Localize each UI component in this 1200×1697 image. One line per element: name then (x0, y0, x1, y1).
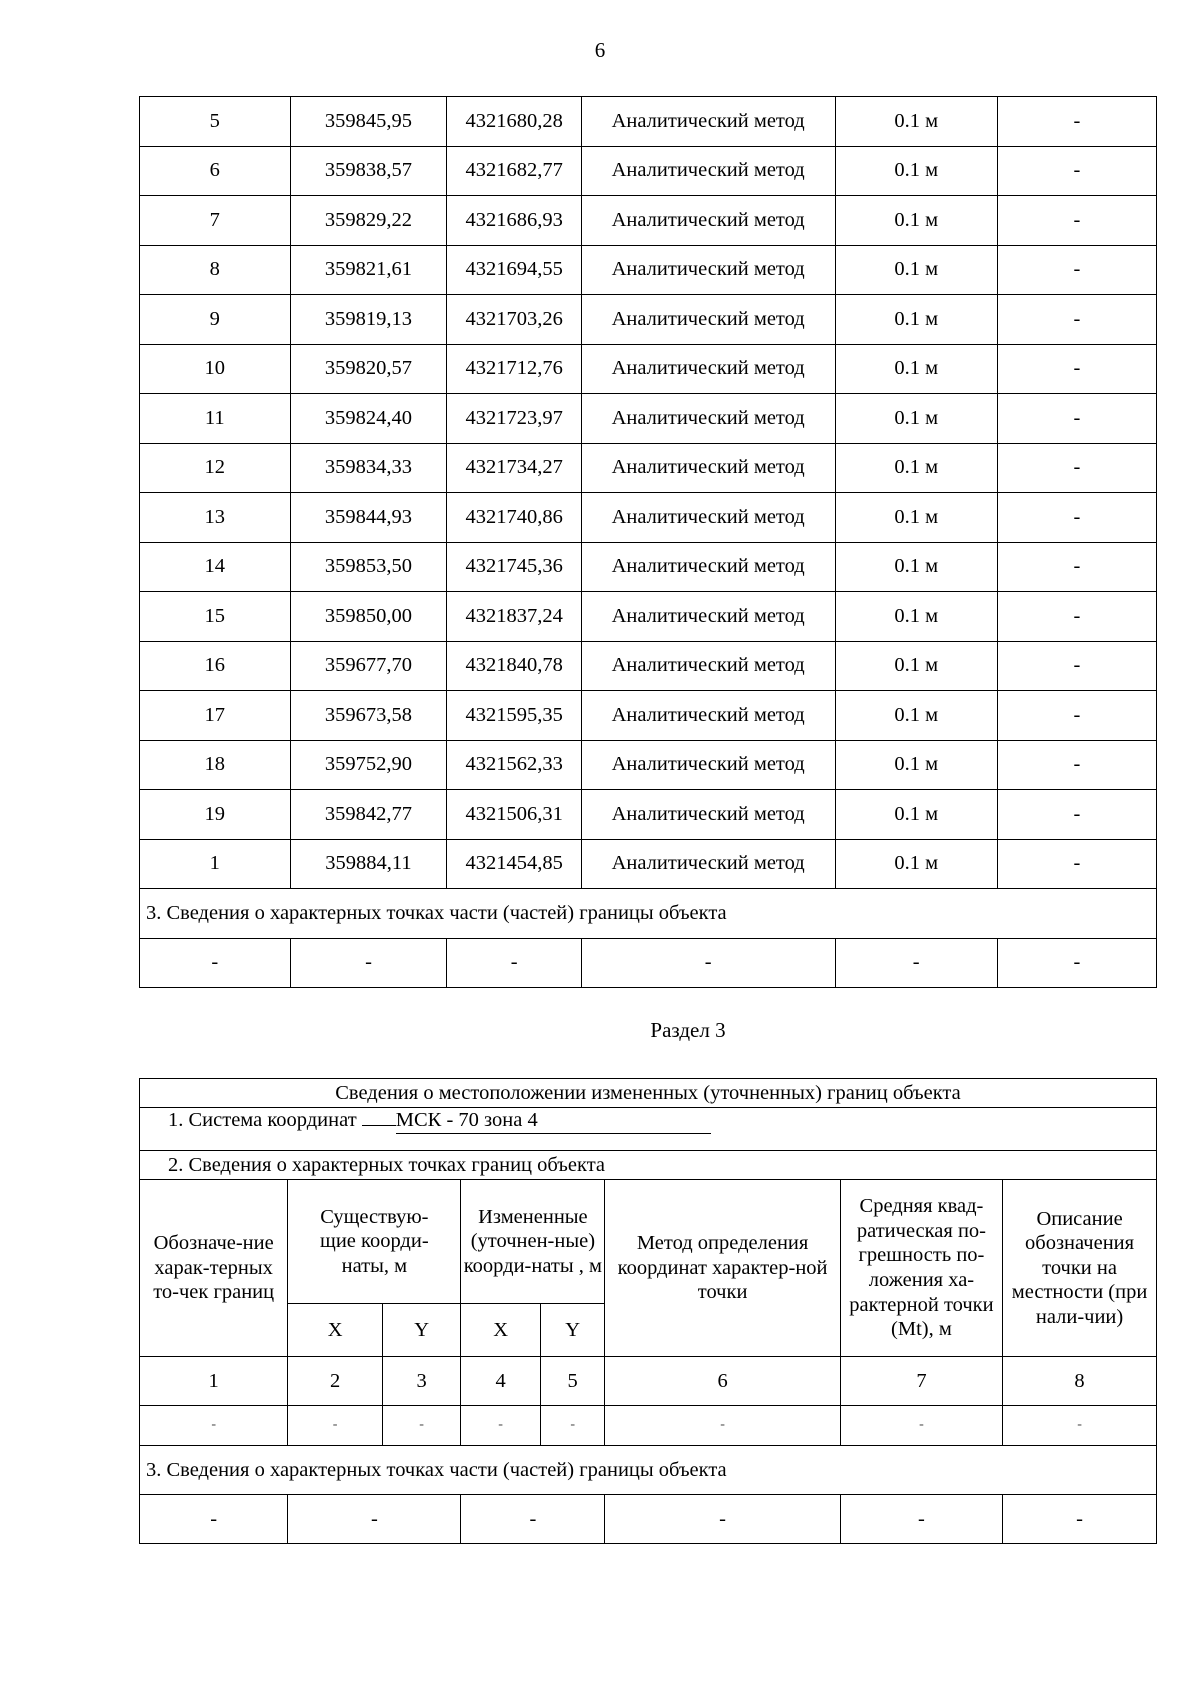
point-number-cell: 8 (140, 245, 291, 295)
method-cell: Аналитический метод (581, 592, 835, 642)
error-cell: 0.1 м (835, 542, 997, 592)
error-cell: 0.1 м (835, 394, 997, 444)
coord-x-cell: 359842,77 (290, 790, 447, 840)
table-row (140, 493, 1157, 543)
coord-y-cell: 4321723,97 (447, 394, 581, 444)
header-x-existing: X (288, 1304, 383, 1357)
method-cell: Аналитический метод (581, 493, 835, 543)
col-number: 2 (288, 1357, 383, 1406)
point-number-cell: 9 (140, 295, 291, 345)
error-cell: 0.1 м (835, 740, 997, 790)
method-cell: Аналитический метод (581, 394, 835, 444)
col-number: 5 (540, 1357, 604, 1406)
error-cell: 0.1 м (835, 691, 997, 741)
error-cell: 0.1 м (835, 443, 997, 493)
table-cell: - (840, 1495, 1002, 1544)
coord-x-cell: 359845,95 (290, 97, 447, 147)
coord-x-cell: 359824,40 (290, 394, 447, 444)
table-cell: - (140, 1495, 288, 1544)
point-number-cell: 1 (140, 839, 291, 889)
point-number-cell: 7 (140, 196, 291, 246)
description-cell: - (997, 146, 1156, 196)
table-row (140, 394, 1157, 444)
coord-x-cell: 359820,57 (290, 344, 447, 394)
point-number-cell: 18 (140, 740, 291, 790)
table-cell: - (605, 1495, 840, 1544)
col-number: 4 (461, 1357, 541, 1406)
point-number-cell: 15 (140, 592, 291, 642)
coord-system-row (140, 1108, 1157, 1151)
coord-y-cell: 4321734,27 (447, 443, 581, 493)
error-cell: 0.1 м (835, 245, 997, 295)
table-cell: - (1003, 1406, 1157, 1446)
changed-boundaries-table (139, 1078, 1157, 1544)
table-row (140, 97, 1157, 147)
table-cell: - (290, 938, 447, 988)
method-cell: Аналитический метод (581, 691, 835, 741)
table-row (140, 146, 1157, 196)
coord-x-cell: 359850,00 (290, 592, 447, 642)
table-row (140, 790, 1157, 840)
header-error: Средняя квад-ратическая по-грешность по-ложения ха-рактерной точки (Mt), м (840, 1180, 1002, 1357)
method-cell: Аналитический метод (581, 146, 835, 196)
coord-y-cell: 4321694,55 (447, 245, 581, 295)
parts-heading: 3. Сведения о характерных точках части (частей) границы объекта (140, 1446, 1157, 1495)
page-number: 6 (594, 38, 606, 62)
table-row (140, 1495, 1157, 1544)
description-cell: - (997, 196, 1156, 246)
method-cell: Аналитический метод (581, 344, 835, 394)
table-row (140, 691, 1157, 741)
table-row (140, 295, 1157, 345)
col-number: 6 (605, 1357, 840, 1406)
description-cell: - (997, 790, 1156, 840)
table-cell: - (288, 1406, 383, 1446)
description-cell: - (997, 740, 1156, 790)
header-description: Описание обозначения точки на местности (при нали-чии) (1003, 1180, 1157, 1357)
coord-y-cell: 4321740,86 (447, 493, 581, 543)
table-cell: - (581, 938, 835, 988)
table-row (140, 196, 1157, 246)
point-number-cell: 17 (140, 691, 291, 741)
header-x-changed: X (461, 1304, 541, 1357)
coord-x-cell: 359752,90 (290, 740, 447, 790)
coord-x-cell: 359677,70 (290, 641, 447, 691)
method-cell: Аналитический метод (581, 295, 835, 345)
col-number: 3 (382, 1357, 460, 1406)
table-cell: - (140, 1406, 288, 1446)
coord-y-cell: 4321680,28 (447, 97, 581, 147)
description-cell: - (997, 493, 1156, 543)
table-cell: - (382, 1406, 460, 1446)
error-cell: 0.1 м (835, 196, 997, 246)
error-cell: 0.1 м (835, 641, 997, 691)
description-cell: - (997, 443, 1156, 493)
error-cell: 0.1 м (835, 146, 997, 196)
boundary-points-table (139, 96, 1157, 988)
table-cell: - (540, 1406, 604, 1446)
point-number-cell: 10 (140, 344, 291, 394)
table-cell: - (605, 1406, 840, 1446)
points-heading: 2. Сведения о характерных точках границ объекта (140, 1151, 1157, 1180)
parts-heading: 3. Сведения о характерных точках части (частей) границы объекта (140, 889, 1157, 939)
coord-y-cell: 4321837,24 (447, 592, 581, 642)
description-cell: - (997, 691, 1156, 741)
method-cell: Аналитический метод (581, 97, 835, 147)
header-y-changed: Y (540, 1304, 604, 1357)
header-point-designation: Обозначе-ние харак-терных то-чек границ (140, 1180, 288, 1357)
description-cell: - (997, 394, 1156, 444)
coord-x-cell: 359821,61 (290, 245, 447, 295)
table-cell: - (840, 1406, 1002, 1446)
description-cell: - (997, 542, 1156, 592)
table-row (140, 344, 1157, 394)
description-cell: - (997, 245, 1156, 295)
col-number: 7 (840, 1357, 1002, 1406)
table-cell: - (997, 938, 1156, 988)
point-number-cell: 14 (140, 542, 291, 592)
method-cell: Аналитический метод (581, 196, 835, 246)
description-cell: - (997, 641, 1156, 691)
description-cell: - (997, 295, 1156, 345)
table-row (140, 1406, 1157, 1446)
coord-y-cell: 4321454,85 (447, 839, 581, 889)
method-cell: Аналитический метод (581, 542, 835, 592)
table-cell: - (447, 938, 581, 988)
header-y-existing: Y (382, 1304, 460, 1357)
col-number: 1 (140, 1357, 288, 1406)
error-cell: 0.1 м (835, 97, 997, 147)
description-cell: - (997, 344, 1156, 394)
header-changed-coords: Измененные (уточнен-ные) коорди-наты , м (461, 1180, 605, 1304)
coord-x-cell: 359853,50 (290, 542, 447, 592)
description-cell: - (997, 839, 1156, 889)
method-cell: Аналитический метод (581, 790, 835, 840)
coord-x-cell: 359844,93 (290, 493, 447, 543)
error-cell: 0.1 м (835, 839, 997, 889)
coord-y-cell: 4321506,31 (447, 790, 581, 840)
table-row (140, 443, 1157, 493)
method-cell: Аналитический метод (581, 839, 835, 889)
header-existing-coords: Существую-щие коорди-наты, м (288, 1180, 461, 1304)
section-heading: Раздел 3 (650, 1018, 726, 1042)
table-cell: - (461, 1406, 541, 1446)
table-row (140, 641, 1157, 691)
method-cell: Аналитический метод (581, 245, 835, 295)
coord-system-label: 1. Система координат (168, 1109, 357, 1131)
header-method: Метод определения координат характер-ной точки (605, 1180, 840, 1357)
coord-y-cell: 4321712,76 (447, 344, 581, 394)
error-cell: 0.1 м (835, 493, 997, 543)
error-cell: 0.1 м (835, 592, 997, 642)
coord-y-cell: 4321562,33 (447, 740, 581, 790)
coord-x-cell: 359673,58 (290, 691, 447, 741)
table-row (140, 245, 1157, 295)
section-title: Сведения о местоположении измененных (уточненных) границ объекта (140, 1079, 1157, 1108)
method-cell: Аналитический метод (581, 740, 835, 790)
coord-x-cell: 359829,22 (290, 196, 447, 246)
table-cell: - (288, 1495, 461, 1544)
table-cell: - (461, 1495, 605, 1544)
col-number: 8 (1003, 1357, 1157, 1406)
coord-system-value: МСК - 70 зона 4 (396, 1108, 711, 1134)
coord-x-cell: 359819,13 (290, 295, 447, 345)
coord-y-cell: 4321840,78 (447, 641, 581, 691)
coord-x-cell: 359884,11 (290, 839, 447, 889)
error-cell: 0.1 м (835, 344, 997, 394)
table-row (140, 938, 1157, 988)
table-row (140, 839, 1157, 889)
method-cell: Аналитический метод (581, 641, 835, 691)
table-cell: - (835, 938, 997, 988)
error-cell: 0.1 м (835, 295, 997, 345)
point-number-cell: 16 (140, 641, 291, 691)
table-cell: - (140, 938, 291, 988)
table-row (140, 740, 1157, 790)
description-cell: - (997, 592, 1156, 642)
table-row (140, 592, 1157, 642)
error-cell: 0.1 м (835, 790, 997, 840)
coord-y-cell: 4321682,77 (447, 146, 581, 196)
point-number-cell: 5 (140, 97, 291, 147)
point-number-cell: 12 (140, 443, 291, 493)
coord-y-cell: 4321703,26 (447, 295, 581, 345)
point-number-cell: 6 (140, 146, 291, 196)
table-row (140, 542, 1157, 592)
point-number-cell: 13 (140, 493, 291, 543)
coord-x-cell: 359834,33 (290, 443, 447, 493)
description-cell: - (997, 97, 1156, 147)
coord-y-cell: 4321745,36 (447, 542, 581, 592)
coord-x-cell: 359838,57 (290, 146, 447, 196)
coord-y-cell: 4321686,93 (447, 196, 581, 246)
point-number-cell: 19 (140, 790, 291, 840)
point-number-cell: 11 (140, 394, 291, 444)
method-cell: Аналитический метод (581, 443, 835, 493)
column-numbers-row (140, 1357, 1157, 1406)
coord-y-cell: 4321595,35 (447, 691, 581, 741)
table-cell: - (1003, 1495, 1157, 1544)
